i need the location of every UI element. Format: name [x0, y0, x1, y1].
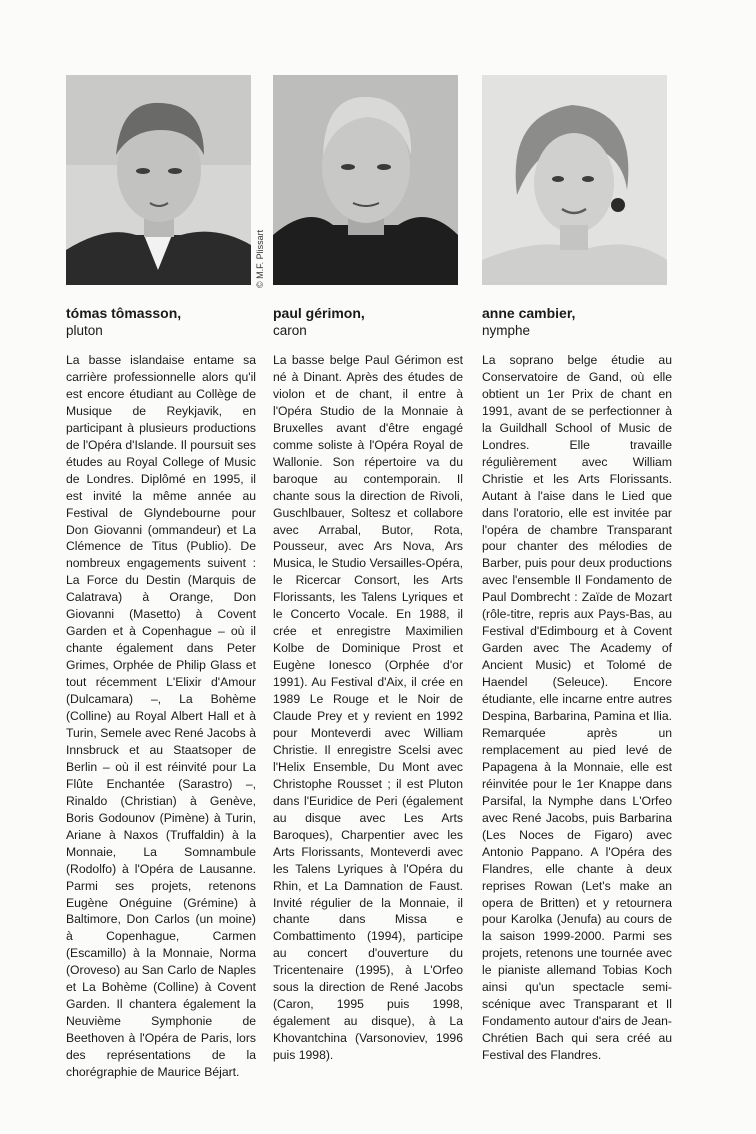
program-page: © M.F. Plissart tómas tômasson, pluton La basse islandaise entame sa carrière professionnelle alors qu'il est encore étudiant au Collège de Musique de Reykjavik, en participant à plusieurs productions de l'Opéra d'Islande. Il poursuit ses études au Royal College of Music de Londres. Diplômé en 1995, il est invité la même année au Festival de Glyndebourne pour Don Giovanni (ommandeur) et La Clémence de Titus (Publio). De nombreux engagements suivent : La Force du Destin (Marquis de Calatrava) à Orange, Don Giovanni (Masetto) à Covent Garden et à Copenhague – où il chante également dans Peter Grimes, Orphée de Philip Glass et tout récemment L'Elixir d'Amour (Dulcamara) –, La Bohème (Colline) au Royal Albert Hall et à Turin, Semele avec René Jacobs à Innsbruck et au Staatsoper de Berlin – où il est réinvité pour La Flûte Enchantée (Sarastro) –, Rinaldo (Christian) à Genève, Boris Godounov (Pimène) à Turin, Ariane à Naxos (Truffaldin) à la Monnaie, La Somnambule (Rodolfo) à l'Opéra de Lausanne. Parmi ses projets, retenons Eugène Onéguine (Grémine) à Baltimore, Don Carlos (un moine) à Copenhague, Carmen (Escamillo) à la Monnaie, Norma (Oroveso) au San Carlo de Naples et La Bohème (Colline) à Covent Garden. Il chantera également la Neuvième Symphonie de Beethoven à l'Opéra de Paris, lors des représentations de la chorégraphie de Maurice Béjart. paul gérimon, caron La basse belge Paul Gérimon est né à Dinant. Après des études de violon et de chant, il entre à l'Opéra Studio de la Monnaie à Bruxelles avant d'être engagé comme soliste à l'Opéra Royal de Wallonie. Son répertoire va du baroque au contemporain. Il chante sous la direction de Rivoli, Guschlbauer, Soltesz et collabore avec Arrabal, Butor, Rota, Pousseur, avec Ars Nova, Ars Musica, le Studio Versailles-Opéra, le Ricercar Consort, les Arts Florissants, les Talens Lyriques et le Concerto Vocale. En 1988, il crée et enregistre Maximilien Kolbe de Dominique Prost et Eugène Ionesco (Orphée d'or 1991). Au Festival d'Aix, il crée en 1989 Le Rouge et le Noir de Claude Prey et y revient en 1992 pour Monteverdi avec William Christie. Il enregistre Scelsi avec l'Helix Ensemble, Du Mont avec Christophe Rousset ; il est Pluton dans l'Euridice de Peri (également au disque avec Les Arts Baroques), Charpentier avec les Arts Florissants, Monteverdi avec les Talens Lyriques à l'Opéra du Rhin, et La Damnation de Faust. Invité régulier de la Monnaie, il chante dans Missa e Combattimento (1994), participe au concert d'ouverture du Tricentenaire (1995), à L'Orfeo sous la direction de René Jacobs (Caron, 1995 puis 1998, également au disque), à La Khovantchina (Varsonoviev, 1996 puis 1998). anne cambier, nymphe La soprano belge étudie au Conservatoire de Gand, où elle obtient un 1er Prix de chant en 1991, avant de se perfectionner à la Guildhall School of Music de Londres. Elle travaille régulièrement avec William Christie et les Arts Florissants. Autant à l'aise dans le Lied que dans l'oratorio, elle est invitée par l'opéra de chambre Transparant pour chanter des mélodies de Barber, puis pour deux productions avec l'ensemble Il Fondamento de Paul Dombrecht : Zaïde de Mozart (rôle-titre, repris aux Pays-Bas, au Festival d'Edimbourg et à Covent Garden avec The Academy of Ancient Music) et Tolomé de Haendel (Seleuce). Encore étudiante, elle incarne entre autres Despina, Barbarina, Pamina et Ilia. Remarquée après un remplacement au pied levé de Papagena à la Monnaie, elle est réinvitée pour le 1er Knappe dans Parsifal, la Nymphe dans L'Orfeo avec René Jacobs, puis Barbarina (Les Noces de Figaro) avec Antonio Pappano. A l'Opéra des Flandres, elle chante à deux reprises Rowan (Let's make an opera de Britten) et y retournera pour Karolka (Jenufa) au cours de la saison 1999-2000. Parmi ses projets, retenons une tournée avec le pianiste allemand Tobias Koch ainsi qu'un spectacle semi-scénique avec Transparant et Il Fondamento autour d'airs de Jean-Chrétien Bach qui sera créé au Festival des Flandres.	[0, 0, 756, 1134]
artist-biography: La basse belge Paul Gérimon est né à Dinant. Après des études de violon et de chant, il entre à l'Opéra Studio de la Monnaie à Bruxelles avant d'être engagé comme soliste à l'Opéra Royal de Wallonie. Son répertoire va du baroque au contemporain. Il chante sous la direction de Rivoli, Guschlbauer, Soltesz et collabore avec Arrabal, Butor, Rota, Pousseur, avec Ars Nova, Ars Musica, le Studio Versailles-Opéra, le Ricercar Consort, les Arts Florissants, les Talens Lyriques et le Concerto Vocale. En 1988, il crée et enregistre Maximilien Kolbe de Dominique Prost et Eugène Ionesco (Orphée d'or 1991). Au Festival d'Aix, il crée en 1989 Le Rouge et le Noir de Claude Prey et y revient en 1992 pour Monteverdi avec William Christie. Il enregistre Scelsi avec l'Helix Ensemble, Du Mont avec Christophe Rousset ; il est Pluton dans l'Euridice de Peri (également au disque avec Les Arts Baroques), Charpentier avec les Arts Florissants, Monteverdi avec les Talens Lyriques à l'Opéra du Rhin, et La Damnation de Faust. Invité régulier de la Monnaie, il chante dans Missa e Combattimento (1994), participe au concert d'ouverture du Tricentenaire (1995), à L'Orfeo sous la direction de René Jacobs (Caron, 1995 puis 1998, également au disque), à La Khovantchina (Varsonoviev, 1996 puis 1998).	[273, 353, 463, 1063]
portrait-photo-tomas-tomasson	[66, 75, 251, 285]
artist-name: tómas tômasson,	[66, 305, 182, 321]
portrait-photo-paul-gerimon	[273, 75, 458, 285]
artist-role: pluton	[66, 323, 103, 338]
artist-role: nymphe	[482, 323, 531, 338]
artist-column-3	[482, 305, 672, 1064]
artist-biography: La soprano belge étudie au Conservatoire de Gand, où elle obtient un 1er Prix de chant en 1991, avant de se perfectionner à la Guildhall School of Music de Londres. Elle travaille régulièrement avec William Christie et les Arts Florissants. Autant à l'aise dans le Lied que dans l'oratorio, elle est invitée par l'opéra de chambre Transparant pour chanter des mélodies de Barber, puis pour deux productions avec l'ensemble Il Fondamento de Paul Dombrecht : Zaïde de Mozart (rôle-titre, repris aux Pays-Bas, au Festival d'Edimbourg et à Covent Garden avec The Academy of Ancient Music) et Tolomé de Haendel (Seleuce). Encore étudiante, elle incarne entre autres Despina, Barbarina, Pamina et Ilia. Remarquée après un remplacement au pied levé de Papagena à la Monnaie, elle est réinvitée pour le 1er Knappe dans Parsifal, la Nymphe dans L'Orfeo avec René Jacobs, puis Barbarina (Les Noces de Figaro) avec Antonio Pappano. A l'Opéra des Flandres, elle chante à deux reprises Rowan (Let's make an opera de Britten) et y retournera pour Karolka (Jenufa) au cours de la saison 1999-2000. Parmi ses projets, retenons une tournée avec le pianiste allemand Tobias Koch ainsi qu'un spectacle semi-scénique avec Transparant et Il Fondamento autour d'airs de Jean-Chrétien Bach qui sera créé au Festival des Flandres.	[482, 353, 672, 1063]
portrait-photo-anne-cambier	[482, 75, 667, 285]
artist-name: anne cambier,	[482, 305, 576, 321]
artist-name: paul gérimon,	[273, 305, 365, 321]
artist-biography: La basse islandaise entame sa carrière professionnelle alors qu'il est encore étudiant au Collège de Musique de Reykjavik, en participant à plusieurs productions de l'Opéra d'Islande. Il poursuit ses études au Royal College of Music de Londres. Diplômé en 1995, il est invité la même année au Festival de Glyndebourne pour Don Giovanni (ommandeur) et La Clémence de Titus (Publio). De nombreux engagements suivent : La Force du Destin (Marquis de Calatrava) à Orange, Don Giovanni (Masetto) à Covent Garden et à Copenhague – où il chante également dans Peter Grimes, Orphée de Philip Glass et tout récemment L'Elixir d'Amour (Dulcamara) –, La Bohème (Colline) au Royal Albert Hall et à Turin, Semele avec René Jacobs à Innsbruck et au Staatsoper de Berlin – où il est réinvité pour La Flûte Enchantée (Sarastro) –, Rinaldo (Christian) à Genève, Boris Godounov (Pimène) à Turin, Ariane à Naxos (Truffaldin) à la Monnaie, La Somnambule (Rodolfo) à l'Opéra de Lausanne. Parmi ses projets, retenons Eugène Onéguine (Grémine) à Baltimore, Don Carlos (un moine) à Copenhague, Carmen (Escamillo) à la Monnaie, Norma (Oroveso) au San Carlo de Naples et La Bohème (Colline) à Covent Garden. Il chantera également la Neuvième Symphonie de Beethoven à l'Opéra de Paris, lors des représentations de la chorégraphie de Maurice Béjart.	[66, 353, 256, 1080]
artist-role: caron	[273, 323, 307, 338]
artist-column-1	[66, 305, 256, 1081]
artist-column-2	[273, 305, 463, 1064]
